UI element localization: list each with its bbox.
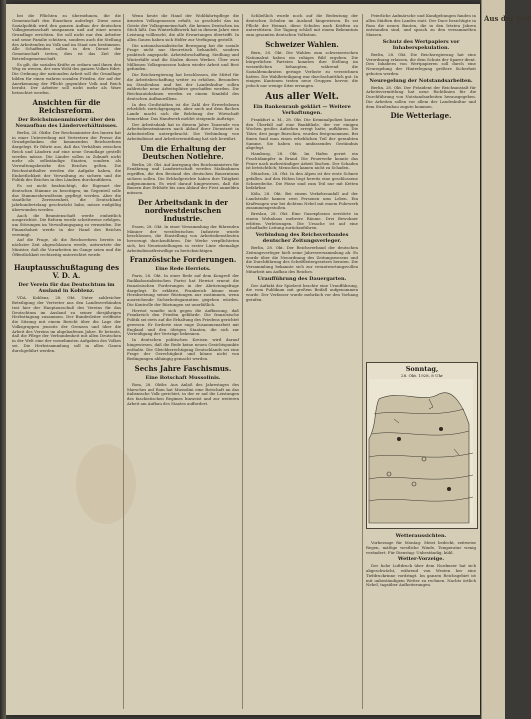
column-rule [123, 14, 124, 709]
article-text: Berlin, 28. Okt. Die Reichsregierung hat eine Verordnung erlassen, die dem Schutz der Sparer dient. Den Inhabern von Wertpapieren soll durch eine Neuregelung der Hinterlegung größere Sicherheit geboten werden. [366, 51, 476, 76]
weather-map [366, 362, 478, 529]
column-rule [242, 14, 243, 709]
article-text: Wenn heute die Hand der Wohlfahrtspflege die ärmsten Volksgenossen erfaßt, so geschieht das im Geiste der Volksgemeinschaft, die keinen Deutschen im Stich läßt. Das Winterhilfswerk hat in diesem Jahre eine Leistung vollbracht, die alle Erwartungen übertrifft. In allen Gauen haben sich Helfer zur Verfügung gestellt. [127, 13, 239, 42]
subheadline: Eine Botschaft Mussolinis. [145, 374, 221, 381]
article-text: Auf die Frage, ob die Reichsreform bereits in nächster Zeit abgeschlossen werde, antwortete der Minister, daß die Vorarbeiten im Gange seien und die Öffentlichkeit rechtzeitig unterrichtet werde. [12, 237, 121, 257]
article-text: Feierliche Aufmärsche und Kundgebungen fanden in allen Städten des Landes statt. Der Duce besichtigte in Rom die neuen Bauten, die in den letzten Jahren entstanden sind, und sprach zu den versammelten Massen. [366, 13, 476, 37]
subheadline: Neuregelung der Notstandsarbeiten. [369, 77, 473, 84]
article-text: Vorhersage für Montag: Meist bedeckt, zeitweise Regen, mäßige westliche Winde, Temperatur wenig verändert. Für Dienstag: Unbeständig, kühl. [366, 540, 476, 555]
article-text: Es sei nicht beabsichtigt, die Eigenart der deutschen Stämme zu beseitigen; im Gegenteil solle das Stammesbewußtsein gepflegt werden. Aber die staatliche Zerrissenheit, die Deutschland jahrhundertelang geschwächt habe, müsse endgültig überwunden werden. [12, 183, 121, 212]
headline: Um die Erhaltung der Deutschen Notlehre. [140, 143, 226, 161]
article-text: Berlin, 28. Okt. Der Reichsverband der deutschen Zeitungsverleger hielt seine Jahresversammlung ab. Es wurde über die Neuordnung des Zeitungswesens und die Durchführung des Schriftleitergesetzes beraten. Die Versammlung bekannte sich zur verantwortungsvollen Mitarbeit am Aufbau des Reiches. [246, 245, 358, 274]
article-text: Die nationalsozialistische Bewegung hat die soziale Frage nicht nur theoretisch behandelt, sondern praktisch angepackt. Arbeitsbeschaffung, Siedlung und Winterhilfe sind die Säulen dieses Werkes. Über zwei Millionen Volksgenossen haben wieder Arbeit und Brot gefunden. [127, 42, 239, 72]
newspaper-page [6, 4, 480, 715]
headline: Die Wetterlage. [390, 111, 452, 121]
article-text: Breslau, 28. Okt. Eine Gasexplosion zerstörte in einem Wohnhaus mehrere Räume. Drei Bewohner erlitten Verletzungen. Die Ursache ist auf eine schadhafte Leitung zurückzuführen. [246, 211, 358, 231]
article-text: Berlin, 28. Okt. Auf Anregung des Reichsministers für Ernährung und Landwirtschaft werden Maßnahmen ergriffen, die den Bestand des deutschen Bauerntums sichern sollen. Die Erbhofgerichte haben ihre Tätigkeit aufgenommen. Es wird darauf hingewiesen, daß die Bauern ihre Erbhöfe bis zum Ablauf der Frist anmelden müssen. [127, 161, 239, 195]
article-text: Der Auftakt der Spielzeit brachte eine Uraufführung, die vom Publikum mit großem Beifall aufgenommen wurde. Der Verfasser wurde mehrfach vor den Vorhang gerufen. [246, 282, 358, 302]
subheadline: Der Verein für das Deutschtum im Ausland in Koblenz. [18, 282, 115, 295]
article-text: Herriot wandte sich gegen die Auffassung, daß Frankreich den Frieden gefährde. Die französische Politik sei stets auf die Erhaltung des Friedens gerichtet gewesen. Er forderte eine enge Zusammenarbeit mit England und den übrigen Staaten, die sich zur Verteidigung der Verträge bekennen. [127, 307, 239, 337]
column-2 [127, 14, 239, 714]
headline: Ansichten für die Reichsreform. [32, 97, 101, 115]
article-text: Frankfurt a. M., 28. Okt. Die Kriminalpolizei konnte den Überfall auf eine Bankfiliale, der vor einigen Wochen großes Aufsehen erregt hatte, aufklären. Die Täter, drei junge Burschen, wurden festgenommen. Bei ihnen fand man einen erheblichen Teil der geraubten Summe. Sie haben ein umfassendes Geständnis abgelegt. [246, 116, 358, 151]
subheadline: Verbindung des Reichsverbandes deutscher Zeitungsverleger. [255, 232, 349, 244]
headline: Französische Forderungen. [129, 255, 237, 265]
facing-page-heading: Aus der Der [484, 14, 531, 23]
subheadline: Schutz des Wertpapiers vor Inhaberspekulation. [382, 38, 460, 51]
article-text: Paris, 28. Okt. In einer Rede auf dem Kongreß der Radikalsozialistischen Partei hat Herriot erneut die französischen Forderungen in der Abrüstungsfrage dargelegt. Er erklärte, Frankreich könne einer Herabsetzung seiner Rüstungen nur zustimmen, wenn ausreichende Sicherheitsgarantien gegeben würden. Die Kontrolle der Rüstungen sei unerläßlich. [127, 273, 239, 307]
article-text: In deutschen politischen Kreisen wird darauf hingewiesen, daß die Rede keine neuen Gesichtspunkte enthalte. Die Gleichberechtigung Deutschlands sei eine Frage der Gerechtigkeit und könne nicht von Bedingungen abhängig gemacht werden. [127, 337, 239, 361]
article-text: VDA. Koblenz, 28. Okt. Unter zahlreicher Beteiligung der Vertreter aus den Landesverbänden trat hier der Hauptausschuß des Vereins für das Deutschtum im Ausland zu seiner diesjährigen Herbsttagung zusammen. Der Bundesleiter eröffnete die Sitzung mit einem Bericht über die Lage der Volksgruppen jenseits der Grenzen und über die Arbeit des Vereins im abgelaufenen Jahre. Er betonte, daß die Pflege der Verbundenheit mit allen Deutschen in der Welt eine der vornehmsten Aufgaben des Volkes sei. Die Herbstsammlung soll in allen Gauen durchgeführt werden. [12, 295, 121, 353]
article-text: Berlin, 28. Okt. Der Präsident der Reichsanstalt für Arbeitsvermittlung hat neue Richtlinien für die Durchführung von Notstandsarbeiten herausgegeben. Die Arbeiten sollen vor allem der Landeskultur und dem Straßenbau zugute kommen. [366, 84, 476, 109]
article-text: Essen, 28. Okt. In einer Versammlung der führenden Männer der westdeutschen Industrie wurde beschlossen, die Einstellung von Arbeitsdienstleuten bevorzugt durchzuführen. Die Werke verpflichteten sich, bei Neueinstellungen in erster Linie ehemalige Arbeitsdienstfreiwillige zu berücksichtigen. [127, 223, 239, 253]
subheadline: Wetteraussichten. [395, 533, 447, 539]
article-text: Bern, 28. Okt. Die Wahlen zum schweizerischen Nationalrat haben ein ruhiges Bild ergeben. Die bürgerlichen Parteien konnten ihre Stellung im wesentlichen behaupten, während die Sozialdemokraten geringe Verluste zu verzeichnen hatten. Die Wahlbeteiligung war durchschnittlich gut. In einigen Kantonen traten neue Gruppen hervor, die jedoch nur wenige Sitze errangen. [246, 49, 358, 88]
weather-map-date: 28. Okt. 1928, 8 Uhr [401, 373, 443, 378]
subheadline: Uraufführung des Dauergarten. [257, 275, 347, 282]
article-text: bei die Pflichten zu übernehmen, die die Gemeinschaft den Einzelnen auferlegt. Diese neue Sozialpolitik wird den ganzen Aufbau der deutschen Volksgemeinschaft umspannen und auf einer neuen Grundlage errichten. Sie soll nicht nur den Arbeiter und seine Familie schützen, sondern auch die Stellung des Arbeitenden im Volk und im Staat neu bestimmen. Alle Schaffenden sollen in den Dienst der Gemeinschaft treten; dies ist das Ziel der Betriebsgemeinschaft. [12, 13, 121, 61]
article-text: In den Großstädten ist die Zahl der Erwerbslosen erheblich zurückgegangen, aber auch auf dem flachen Lande macht sich die Belebung der Wirtschaft bemerkbar. Das Handwerk meldet steigende Aufträge. [127, 101, 239, 121]
column-3 [246, 14, 358, 714]
column-1 [12, 14, 121, 714]
headline: Hauptausschußtagung des V. D. A. [13, 263, 120, 281]
article-text: Rom, 28. Oktbr. Aus Anlaß des Jahrestages des Marsches auf Rom hat Mussolini eine Botschaft an das italienische Volk gerichtet, in der er auf die Leistungen des faschistischen Regimes hinweist und zur weiteren Arbeit am Aufbau des Staates auffordert. [127, 381, 239, 406]
column-4-top [366, 14, 476, 354]
facing-page-edge [481, 0, 531, 719]
article-text: Der hohe Luftdruck über dem Nordmeer hat sich abgeschwächt, während von Westen her eine Tiefdruckrinne vordringt. Im ganzen Reichsgebiet ist mit unbeständigem Wetter zu rechnen. Nachts örtlich Nebel, tagsüber Aufheiterungen. [366, 563, 476, 588]
subheadline: Der Reichsinnenminister über den Neuaufbau des Länderverhältnisses. [15, 116, 118, 129]
headline: Der Arbeitsdank in der nordwestdeutschen Industrie. [138, 197, 228, 223]
article-text: Auch die Beamtenschaft werde einheitlich ausgerichtet. Die Reform werde schrittweise erfolgen, um Störungen im Verwaltungsgang zu vermeiden. Die Finanzhoheit werde in der Hand des Reiches vereinigt. [12, 212, 121, 237]
subheadline: Ein Bankenraub geklärt — Weitere Verhaftungen. [253, 103, 351, 116]
article-text: Köln, 28. Okt. Bei einem Verkehrsunfall auf der Landstraße kamen zwei Personen ums Leben. Ein Kraftwagen war bei dichtem Nebel mit einem Fuhrwerk zusammengestoßen. [246, 191, 358, 211]
article-text: Es gilt, die sozialen Kräfte zu ordnen und ihnen den Weg zu weisen, der zum Wohl des ganzen Volkes führt. Die Ordnung der nationalen Arbeit soll die Grundlage bilden für einen wahren sozialen Frieden, der auf der Anerkennung der Pflicht gegenüber Volk und Reich beruht. Der Arbeiter soll nicht mehr als Ware betrachtet werden. [12, 61, 121, 95]
article-text: Der Arbeitsdank hat in diesem Jahre Tausende von Arbeitsdienstmännern nach Ablauf ihrer Dienstzeit in Arbeitsstellen untergebracht. Die Verbindung von Arbeitsdienst und Arbeitsvermittlung hat sich bewährt. [127, 121, 239, 141]
article-text: München, 28. Okt. In den Alpen ist der erste Schnee gefallen. Auf den Höhen liegt bereits eine geschlossene Schneedecke. Die Pässe sind zum Teil nur mit Ketten befahrbar. [246, 171, 358, 191]
article-text: Die Reichsregierung hat beschlossen, die Mittel für die Arbeitsbeschaffung weiter zu erhöhen. Besonders im Straßenbau und bei der Landeskultur sollen zahlreiche neue Arbeitsplätze geschaffen werden. Die Reichsautobahnen werden zu einem Sinnbild des deutschen Aufbauwillens. [127, 72, 239, 101]
weather-map-title: Sonntag, [405, 365, 439, 373]
subheadline: Eine Rede Herriots. [155, 266, 211, 273]
article-text: Schließlich wurde noch auf die Bedeutung der deutschen Schulen im Ausland hingewiesen. Es sei Pflicht der Heimat, diese Schulen nach Kräften zu unterstützen. Die Tagung schloß mit einem Bekenntnis zum gesamten deutschen Volkstum. [246, 13, 358, 37]
weather-map-drawing [369, 379, 473, 523]
column-4-bottom [366, 532, 476, 710]
article-text: Berlin, 28. Oktbr. Der Reichsminister des Innern hat in einer Unterredung mit Vertretern der Presse die Grundgedanken der kommenden Reichsreform dargelegt. Er führte aus, daß das Verhältnis zwischen Reich und Ländern auf eine neue Grundlage gestellt werden müsse. Die Länder sollen in Zukunft nicht mehr als selbständige Staaten, sondern als Verwaltungsbezirke des Reiches gelten. Die Reichsstatthalter werden die Aufgabe haben, die Einheitlichkeit der Verwaltung zu sichern und die Politik des Reiches in den Ländern durchzuführen. [12, 129, 121, 183]
subheadline: Wetter-Vorzeige. [397, 556, 445, 563]
headline: Sechs Jahre Faschismus. [134, 363, 232, 373]
article-text: Hamburg, 28. Okt. Im Hafen geriet ein Frachtdampfer in Brand. Die Feuerwehr konnte das Feuer nach mehrstündiger Arbeit löschen. Der Schaden ist beträchtlich; Menschen kamen nicht zu Schaden. [246, 151, 358, 171]
headline: Aus aller Welt. [265, 91, 339, 102]
column-rule [362, 14, 363, 709]
headline: Schweizer Wahlen. [265, 39, 339, 49]
